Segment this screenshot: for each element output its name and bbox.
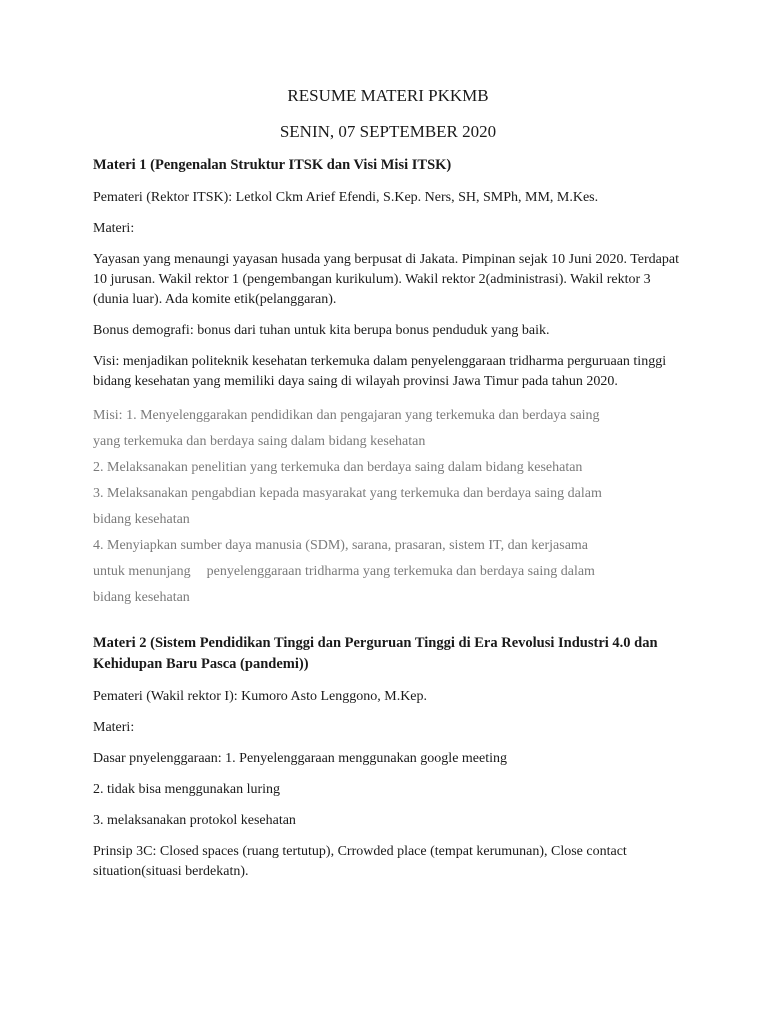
misi-line: bidang kesehatan [93,590,190,605]
section1-bonus: Bonus demografi: bonus dari tuhan untuk kita berupa bonus penduduk yang baik. [93,323,550,338]
section2-heading: Materi 2 (Sistem Pendidikan Tinggi dan Perguruan Tinggi di Era Revolusi Industri 4.0 dan Kehidupan Baru Pasca (pandemi)) [93,635,658,672]
misi-fragment: untuk menunjang [93,564,191,579]
document-date: SENIN, 07 SEPTEMBER 2020 [279,122,497,141]
section2-dasar-2: 2. tidak bisa menggunakan luring [93,782,281,797]
document-title: RESUME MATERI PKKMB [287,86,489,105]
misi-fragment: penyelenggaraan tridharma yang terkemuka dan berdaya saing dalam [206,564,595,579]
section1-speaker: Pemateri (Rektor ITSK): Letkol Ckm Arief Efendi, S.Kep. Ners, SH, SMPh, MM, M.Kes. [93,190,599,205]
misi-line: bidang kesehatan [93,512,190,527]
section2-prinsip: Prinsip 3C: Closed spaces (ruang tertutup), Crrowded place (tempat kerumunan), Close contact situation(situasi berdekatn). [93,844,627,879]
section2-dasar-1: Dasar pnyelenggaraan: 1. Penyelenggaraan menggunakan google meeting [93,751,508,766]
misi-line: 3. Melaksanakan pengabdian kepada masyarakat yang terkemuka dan berdaya saing dalam [93,486,602,501]
section1-misi [93,403,683,611]
section2-materi-label: Materi: [93,720,135,735]
misi-line: 2. Melaksanakan penelitian yang terkemuka dan berdaya saing dalam bidang kesehatan [93,460,583,475]
section2-dasar-3: 3. melaksanakan protokol kesehatan [93,813,296,828]
misi-line: yang terkemuka dan berdaya saing dalam bidang kesehatan [93,434,426,449]
misi-line: 4. Menyiapkan sumber daya manusia (SDM), sarana, prasaran, sistem IT, dan kerjasama [93,538,589,553]
misi-line: Misi: 1. Menyelenggarakan pendidikan dan pengajaran yang terkemuka dan berdaya saing [93,408,600,423]
section1-materi-label: Materi: [93,221,135,236]
misi-line [93,559,683,585]
section2-speaker: Pemateri (Wakil rektor I): Kumoro Asto Lenggono, M.Kep. [93,689,428,704]
document-content [93,85,683,893]
section1-visi: Visi: menjadikan politeknik kesehatan terkemuka dalam penyelenggaraan tridharma perguruaan tinggi bidang kesehatan yang memiliki daya saing di wilayah provinsi Jawa Timur pada tahun 2020. [93,354,667,389]
section1-body: Yayasan yang menaungi yayasan husada yang berpusat di Jakata. Pimpinan sejak 10 Juni 2020. Terdapat 10 jurusan. Wakil rektor 1 (pengembangan kurikulum). Wakil rektor 2(administrasi). Wakil rektor 3 (dunia luar). Ada komite etik(pelanggaran). [93,252,679,307]
section1-heading: Materi 1 (Pengenalan Struktur ITSK dan Visi Misi ITSK) [93,157,452,173]
